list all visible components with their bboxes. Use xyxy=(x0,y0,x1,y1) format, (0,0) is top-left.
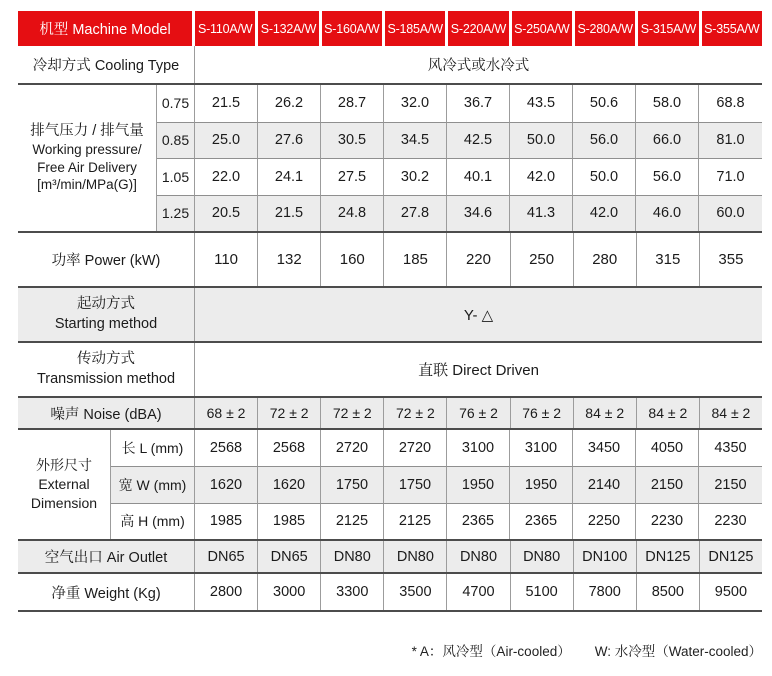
pressure-value: 27.5 xyxy=(321,158,384,195)
air-outlet-value: DN100 xyxy=(574,541,637,572)
dimension-height-value: 2125 xyxy=(384,503,447,539)
weight-value: 8500 xyxy=(637,574,700,610)
model-header: S-160A/W xyxy=(322,11,382,46)
pressure-value: 20.5 xyxy=(195,195,258,232)
dimension-height-label: 高 H (mm) xyxy=(111,503,195,539)
starting-method-label-line: Starting method xyxy=(54,315,158,332)
pressure-value: 34.6 xyxy=(447,195,510,232)
footnote-water-cooled: W: 水冷型（Water-cooled） xyxy=(594,644,762,659)
pressure-value: 41.3 xyxy=(510,195,573,232)
dimension-width-value: 1620 xyxy=(195,466,258,502)
air-outlet-value: DN80 xyxy=(511,541,574,572)
power-value: 250 xyxy=(511,233,574,286)
dimension-height-value: 2250 xyxy=(573,503,636,539)
dimension-length-value: 2568 xyxy=(195,430,258,466)
noise-row xyxy=(18,398,762,430)
noise-value: 72 ± 2 xyxy=(321,398,384,428)
pressure-value: 43.5 xyxy=(510,85,573,122)
pressure-value: 27.6 xyxy=(258,122,321,159)
pressure-value: 34.5 xyxy=(384,122,447,159)
noise-value: 72 ± 2 xyxy=(258,398,321,428)
weight-value: 3300 xyxy=(321,574,384,610)
dimension-height-value: 1985 xyxy=(195,503,258,539)
air-outlet-value: DN80 xyxy=(321,541,384,572)
power-value: 185 xyxy=(384,233,447,286)
noise-value: 68 ± 2 xyxy=(195,398,258,428)
dimension-width-value: 1950 xyxy=(510,466,573,502)
power-value: 355 xyxy=(718,251,744,268)
pressure-value: 22.0 xyxy=(195,158,258,195)
dimension-label-line: Dimension xyxy=(30,494,98,511)
noise-value: 76 ± 2 xyxy=(447,398,510,428)
power-value: 132 xyxy=(258,233,321,286)
dimension-width-value: 1750 xyxy=(321,466,384,502)
pressure-value: 60.0 xyxy=(699,195,762,232)
dimension-height-value: 1985 xyxy=(258,503,321,539)
air-outlet-value: DN80 xyxy=(384,541,447,572)
dimension-width-value: 2140 xyxy=(573,466,636,502)
pressure-level: 0.75 xyxy=(157,85,195,122)
footnote-air-cooled: * A：风冷型（Air-cooled） xyxy=(411,644,571,659)
pressure-value: 30.5 xyxy=(321,122,384,159)
dimension-width-value: 1620 xyxy=(258,466,321,502)
weight-label: 净重 Weight (Kg) xyxy=(18,574,195,610)
footnote xyxy=(412,640,762,660)
model-header: S-280A/W xyxy=(575,11,635,46)
cooling-row xyxy=(18,46,762,85)
dimension-height-value: 2230 xyxy=(699,503,762,539)
pressure-value: 68.8 xyxy=(716,95,745,112)
transmission-label-line: 传动方式 xyxy=(77,350,135,367)
pressure-label-line: Free Air Delivery xyxy=(37,159,137,175)
dimension-length-value: 4350 xyxy=(714,440,747,457)
machine-model-label: 机型 Machine Model xyxy=(18,11,192,46)
weight-value: 3000 xyxy=(258,574,321,610)
pressure-value: 56.0 xyxy=(636,158,699,195)
air-outlet-value: DN125 xyxy=(637,541,700,572)
pressure-label-line: [m³/min/MPa(G)] xyxy=(37,177,137,193)
dimension-length-value: 3100 xyxy=(447,430,510,466)
dimension-width-label: 宽 W (mm) xyxy=(111,466,195,502)
weight-value: 7800 xyxy=(574,574,637,610)
dimension-length-value: 3100 xyxy=(510,430,573,466)
model-header: S-315A/W xyxy=(638,11,698,46)
dimension-width-value: 1950 xyxy=(447,466,510,502)
pressure-value: 50.0 xyxy=(510,122,573,159)
dimension-height-value: 2125 xyxy=(321,503,384,539)
pressure-value: 71.0 xyxy=(699,158,762,195)
air-outlet-value: DN125 xyxy=(708,548,754,565)
noise-label: 噪声 Noise (dBA) xyxy=(18,398,195,428)
weight-value: 2800 xyxy=(195,574,258,610)
dimension-width-value: 1750 xyxy=(384,466,447,502)
dimension-length-value: 3450 xyxy=(573,430,636,466)
header-row xyxy=(18,11,762,46)
weight-value: 9500 xyxy=(714,584,748,600)
dimension-width-value: 2150 xyxy=(699,466,762,502)
model-header: S-355A/W xyxy=(702,11,762,46)
pressure-level: 0.85 xyxy=(157,122,195,159)
air-outlet-label: 空气出口 Air Outlet xyxy=(18,541,195,572)
pressure-section xyxy=(18,85,762,233)
dimension-height-value: 2365 xyxy=(510,503,573,539)
starting-method-value: Y- △ xyxy=(463,306,494,324)
pressure-value: 50.6 xyxy=(573,85,636,122)
dimension-length-value: 2720 xyxy=(384,430,447,466)
starting-method-label-line: 起动方式 xyxy=(77,295,135,312)
air-outlet-value: DN65 xyxy=(195,541,258,572)
dimension-length-value: 2568 xyxy=(258,430,321,466)
weight-value: 3500 xyxy=(384,574,447,610)
pressure-value: 30.2 xyxy=(384,158,447,195)
pressure-level: 1.25 xyxy=(157,195,195,232)
dimension-label xyxy=(18,430,111,539)
power-value: 315 xyxy=(637,233,700,286)
pressure-value: 24.1 xyxy=(258,158,321,195)
cooling-label: 冷却方式 Cooling Type xyxy=(18,46,195,83)
model-header: S-185A/W xyxy=(385,11,445,46)
pressure-value: 32.0 xyxy=(384,85,447,122)
weight-value: 5100 xyxy=(511,574,574,610)
pressure-value: 24.8 xyxy=(321,195,384,232)
dimension-section xyxy=(18,430,762,541)
pressure-value: 26.2 xyxy=(258,85,321,122)
power-value: 110 xyxy=(195,233,258,286)
pressure-label xyxy=(18,85,157,231)
noise-value: 72 ± 2 xyxy=(384,398,447,428)
pressure-value: 50.0 xyxy=(573,158,636,195)
pressure-value: 42.5 xyxy=(447,122,510,159)
noise-value: 84 ± 2 xyxy=(711,405,751,421)
dimension-length-value: 2720 xyxy=(321,430,384,466)
pressure-value: 81.0 xyxy=(699,122,762,159)
starting-method-label xyxy=(18,288,195,341)
pressure-value: 40.1 xyxy=(447,158,510,195)
air-outlet-value: DN80 xyxy=(447,541,510,572)
dimension-height-value: 2230 xyxy=(636,503,699,539)
noise-value: 84 ± 2 xyxy=(574,398,637,428)
pressure-value: 28.7 xyxy=(321,85,384,122)
air-outlet-value: DN65 xyxy=(258,541,321,572)
pressure-value: 58.0 xyxy=(636,85,699,122)
dimension-length-label: 长 L (mm) xyxy=(111,430,195,466)
noise-value: 76 ± 2 xyxy=(511,398,574,428)
model-header: S-132A/W xyxy=(258,11,318,46)
power-value: 220 xyxy=(447,233,510,286)
pressure-value: 46.0 xyxy=(636,195,699,232)
transmission-label xyxy=(18,343,195,396)
power-value: 280 xyxy=(574,233,637,286)
pressure-value: 36.7 xyxy=(447,85,510,122)
spec-table xyxy=(18,11,762,612)
model-header: S-220A/W xyxy=(448,11,508,46)
pressure-label-line: Working pressure/ xyxy=(32,141,142,157)
air-outlet-row xyxy=(18,541,762,574)
transmission-value: 直联 Direct Driven xyxy=(418,362,539,379)
pressure-value: 56.0 xyxy=(573,122,636,159)
noise-value: 84 ± 2 xyxy=(637,398,700,428)
pressure-value: 21.5 xyxy=(258,195,321,232)
model-header: S-250A/W xyxy=(512,11,572,46)
dimension-label-line: External xyxy=(38,476,90,492)
starting-method-row xyxy=(18,288,762,343)
weight-value: 4700 xyxy=(447,574,510,610)
cooling-value: 风冷式或水冷式 xyxy=(427,58,530,74)
transmission-row xyxy=(18,343,762,398)
power-label: 功率 Power (kW) xyxy=(18,233,195,286)
dimension-width-value: 2150 xyxy=(636,466,699,502)
pressure-value: 42.0 xyxy=(510,158,573,195)
transmission-label-line: Transmission method xyxy=(36,370,176,387)
weight-row xyxy=(18,574,762,612)
dimension-label-line: 外形尺寸 xyxy=(36,457,92,474)
dimension-height-value: 2365 xyxy=(447,503,510,539)
power-value: 160 xyxy=(321,233,384,286)
pressure-value: 21.5 xyxy=(195,85,258,122)
pressure-level: 1.05 xyxy=(157,158,195,195)
dimension-length-value: 4050 xyxy=(636,430,699,466)
pressure-value: 66.0 xyxy=(636,122,699,159)
model-header: S-110A/W xyxy=(195,11,255,46)
pressure-value: 27.8 xyxy=(384,195,447,232)
pressure-label-line: 排气压力 / 排气量 xyxy=(30,122,144,139)
pressure-value: 42.0 xyxy=(573,195,636,232)
power-row xyxy=(18,233,762,288)
pressure-value: 25.0 xyxy=(195,122,258,159)
